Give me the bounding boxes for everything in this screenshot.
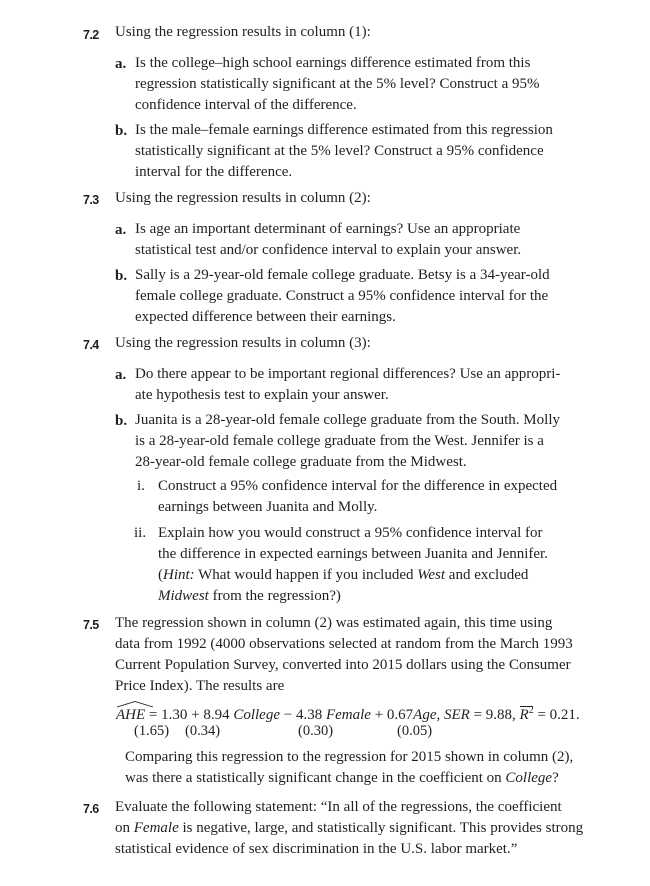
problem-number-7-4: 7.4 <box>83 338 99 352</box>
std-error-age: (0.05) <box>397 723 433 739</box>
variable-ahe: AHE <box>116 707 146 723</box>
variable-r: R <box>519 707 529 723</box>
problem-7-4b-ii-line1: Explain how you would construct a 95% confidence interval for <box>158 525 543 541</box>
equation-term: = 1.30 + 8.94 <box>145 707 234 723</box>
std-error-college: (0.34) <box>185 723 221 739</box>
problem-7-3b-line1: Sally is a 29-year-old female college graduate. Betsy is a 34-year-old <box>135 267 550 283</box>
problem-7-5-line1: The regression shown in column (2) was estimated again, this time using <box>115 615 553 631</box>
overbar <box>520 706 533 707</box>
hint-text-b: and excluded <box>445 567 529 583</box>
problem-7-3a-line1: Is age an important determinant of earnings? Use an appropriate <box>135 221 521 237</box>
variable-college: College <box>505 770 553 786</box>
item-label-ii: ii. <box>134 525 147 541</box>
problem-7-5-line2: data from 1992 (4000 observations selected at random from the March 1993 <box>115 636 573 652</box>
problem-7-3-intro: Using the regression results in column (2): <box>115 190 371 206</box>
problem-7-4a-line2: ate hypothesis test to explain your answer. <box>135 387 389 403</box>
variable-midwest: Midwest <box>158 588 209 604</box>
variable-west: West <box>417 567 446 583</box>
problem-7-5-line4: Price Index). The results are <box>115 678 285 694</box>
variable-college: College <box>233 707 280 723</box>
problem-number-7-3: 7.3 <box>83 193 99 207</box>
problem-7-4b-line3: 28-year-old female college graduate from the Midwest. <box>135 454 467 470</box>
problem-7-6-line1: Evaluate the following statement: “In all of the regressions, the coefficient <box>115 799 562 815</box>
problem-7-5-question-line2 <box>125 768 559 789</box>
item-label-b: b. <box>115 123 128 139</box>
r-bar-squared <box>520 705 534 724</box>
problem-7-2a-line2: regression statistically significant at the 5% level? Construct a 95% <box>135 76 540 92</box>
variable-ser: SER <box>444 707 470 723</box>
item-label-a: a. <box>115 56 127 72</box>
hint-text-a: What would happen if you included <box>194 567 418 583</box>
problem-number-7-6: 7.6 <box>83 802 99 816</box>
equation-term: = 9.88, <box>469 707 520 723</box>
problem-7-3a-line2: statistical test and/or confidence interval to explain your answer. <box>135 242 522 258</box>
item-label-b: b. <box>115 268 128 284</box>
problem-7-4a-line1: Do there appear to be important regional differences? Use an appropri- <box>135 366 561 382</box>
problem-7-2b-line1: Is the male–female earnings difference estimated from this regression <box>135 122 553 138</box>
item-label-a: a. <box>115 222 127 238</box>
problem-7-3b-line2: female college graduate. Construct a 95% confidence interval for the <box>135 288 549 304</box>
superscript-2: 2 <box>528 705 534 716</box>
problem-7-4b-ii-line4 <box>158 586 341 607</box>
equation-term: , <box>436 707 444 723</box>
question-mark: ? <box>552 770 559 786</box>
regression-equation <box>116 705 580 724</box>
statement-text: on <box>115 820 134 836</box>
problem-7-2b-line2: statistically significant at the 5% level? Construct a 95% confidence <box>135 143 544 159</box>
equation-term: = 0.21. <box>533 707 580 723</box>
hint-label: Hint: <box>163 567 195 583</box>
problem-7-4b-line1: Juanita is a 28-year-old female college graduate from the South. Molly <box>135 412 560 428</box>
problem-7-2b-line3: interval for the difference. <box>135 164 293 180</box>
problem-7-2-intro: Using the regression results in column (1): <box>115 24 371 40</box>
problem-7-2a-line3: confidence interval of the difference. <box>135 97 357 113</box>
item-label-i: i. <box>137 478 145 494</box>
variable-age: Age <box>413 707 437 723</box>
problem-7-4b-i-line1: Construct a 95% confidence interval for the difference in expected <box>158 478 558 494</box>
equation-term: − 4.38 <box>280 707 326 723</box>
problem-7-6-line3: statistical evidence of sex discrimination in the U.S. labor market.” <box>115 841 518 857</box>
std-error-intercept: (1.65) <box>134 723 170 739</box>
problem-7-4-intro: Using the regression results in column (3): <box>115 335 371 351</box>
item-label-b: b. <box>115 413 128 429</box>
variable-female: Female <box>325 707 371 723</box>
problem-7-3b-line3: expected difference between their earnings. <box>135 309 396 325</box>
hint-text-c: from the regression?) <box>208 588 341 604</box>
equation-term: + 0.67 <box>370 707 414 723</box>
variable-female: Female <box>133 820 179 836</box>
std-error-female: (0.30) <box>298 723 334 739</box>
question-text: was there a statistically significant change in the coefficient on <box>125 770 506 786</box>
problem-7-2a-line1: Is the college–high school earnings difference estimated from this <box>135 55 531 71</box>
problem-number-7-5: 7.5 <box>83 618 99 632</box>
problem-7-4b-line2: is a 28-year-old female college graduate from the West. Jennifer is a <box>135 433 544 449</box>
problem-7-5-question-line1: Comparing this regression to the regression for 2015 shown in column (2), <box>125 749 574 765</box>
item-label-a: a. <box>115 367 127 383</box>
statement-text: is negative, large, and statistically significant. This provides strong <box>178 820 584 836</box>
problem-7-4b-ii-line2: the difference in expected earnings between Juanita and Jennifer. <box>158 546 548 562</box>
problem-7-4b-i-line2: earnings between Juanita and Molly. <box>158 499 378 515</box>
problem-7-6-line2 <box>115 818 583 839</box>
problem-number-7-2: 7.2 <box>83 28 99 42</box>
problem-7-4b-ii-line3: (Hint: What would happen if you included West and excluded <box>158 567 529 583</box>
problem-7-5-line3: Current Population Survey, converted into 2015 dollars using the Consumer <box>115 657 571 673</box>
